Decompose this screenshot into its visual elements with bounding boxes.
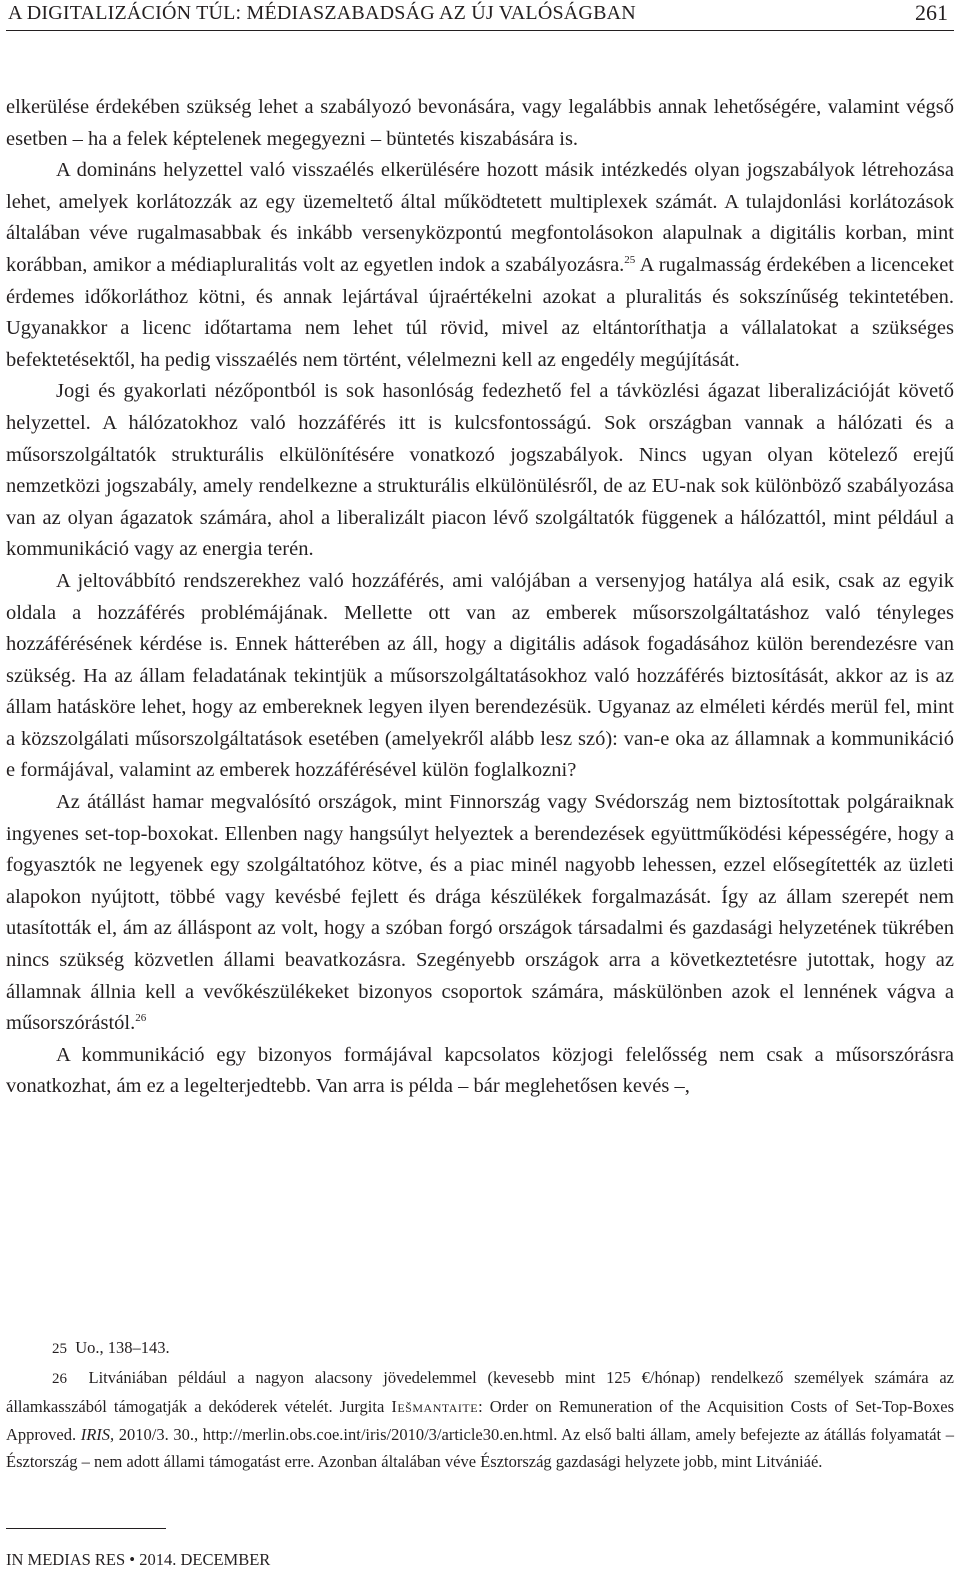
paragraph-4 <box>6 787 954 1040</box>
page-number: 261 <box>915 0 948 25</box>
running-footer: IN MEDIAS RES • 2014. DECEMBER <box>6 1550 271 1569</box>
footnote-25 <box>6 1334 954 1364</box>
footnote-26-text-b: : Order on Remuneration of the Acquisition Costs of Set-Top-Boxes Approved. <box>6 1397 955 1444</box>
body-text <box>6 92 954 1103</box>
footnote-26-text-a: Litvániában például a nagyon alacsony jövedelemmel (kevesebb mint 125 €/hónap) rendelkező személyek számára az államkasszából támogatják a dekóderek vételét. Jurgita <box>6 1367 955 1416</box>
paragraph-1b <box>6 155 954 376</box>
header-rule <box>6 30 954 31</box>
paragraph-4-text: Az átállást hamar megvalósító országok, mint Finnország vagy Svédország nem biztosítottak polgáraiknak ingyenes set-top-boxokat. Ellenben nagy hangsúlyt helyeztek a berendezések együttműködési képességére, hogy a fogyasztók ne legyenek egy szolgáltatóhoz kötve, és a piac minél nagyobb lehessen, ezzel elősegítették az üzleti alapokon nyújtott, többé vagy kevésbé fejlett és drága készülékek forgalmazását. Így az állam szerepét nem utasították el, ám az álláspont az volt, hogy a szóban forgó országok társadalmi és gazdasági helyzetének tükrében nincs szükség közvetlen állami beavatkozásra. Szegényebb országok arra a következtetésre jutottak, hogy az államnak állnia kell a vevőkészülékeket bizonyos csoportok számára, máskülönben azok el lennének vágva a műsorszórástól. <box>6 791 954 1035</box>
paragraph-1a-text: elkerülése érdekében szükség lehet a szabályozó bevonására, vagy legalábbis annak lehetőségére, valamint végső esetben – ha a felek képtelenek megegyezni – büntetés kiszabására is. <box>6 96 954 150</box>
footnotes <box>6 1334 954 1476</box>
paragraph-5: A kommunikáció egy bizonyos formájával kapcsolatos közjogi felelősség nem csak a műsorszórásra vonatkozhat, ám ez a legelterjedtebb. Van arra is példa – bár meglehetősen kevés –, <box>6 1043 954 1098</box>
footnote-26-journal: IRIS, <box>80 1424 115 1444</box>
footnote-26-number: 26 <box>52 1370 67 1387</box>
footnote-26-text-c: 2010/3. 30., http://merlin.obs.coe.int/iris/2010/3/article30.en.html. Az első balti állam, amely befejezte az átállás folyamatát – Észtország – nem adott állami támogatást erre. Azonban általában véve Észtország gazdasági helyzete jobb, mint Litvániáé. <box>6 1424 955 1471</box>
footnote-26-author: Iešmantaite <box>391 1397 479 1416</box>
footnote-25-text: Uo., 138–143. <box>75 1338 170 1357</box>
paragraph-1a <box>6 92 954 155</box>
paragraph-2: Jogi és gyakorlati nézőpontból is sok hasonlóság fedezhető fel a távközlési ágazat liberalizációját követő helyzettel. A hálózatokhoz való hozzáférés itt is kulcsfontosságú. Sok országban vannak a hálózati és a műsorszolgáltatók strukturális elkülönítésére vonatkozó jogszabályok. Nincs ugyan olyan kötelező erejű nemzetközi jogszabály, amely rendelkezne a strukturális elkülönülésről, de az EU-nak sok különböző szabályozása van az olyan ágazatok számára, ahol a liberalizált piacon lévő szolgáltatók függenek a hálózattól, mint például a kommunikáció vagy az energia terén. <box>6 380 954 561</box>
running-header-title: A DIGITALIZÁCIÓN TÚL: MÉDIASZABADSÁG AZ ÚJ VALÓSÁGBAN <box>8 2 636 24</box>
footnote-ref-25[interactable]: 25 <box>624 253 636 266</box>
footnote-ref-26[interactable]: 26 <box>135 1012 147 1025</box>
footnote-26 <box>6 1364 954 1476</box>
paragraph-3: A jeltovábbító rendszerekhez való hozzáférés, ami valójában a versenyjog hatálya alá esik, csak az egyik oldala a hozzáférés problémájának. Mellette ott van az emberek műsorszolgáltatáshoz való tényleges hozzáférésének kérdése is. Ennek hátterében az áll, hogy a digitális adások fogadásához külön berendezésre van szükség. Ha az állam feladatának tekintjük a műsorszolgáltatásokhoz való hozzáférés biztosítását, akkor az is az állam hatásköre lehet, hogy az embereknek legyen ilyen berendezésük. Ugyanaz az elméleti kérdés merül fel, mint a közszolgálati műsorszolgáltatások esetében (amelyekről alább lesz szó): van-e oka az államnak a kommunikáció e formájával, valamint az emberek hozzáférésével külön foglalkozni? <box>6 569 954 782</box>
running-header <box>8 0 952 26</box>
footnote-25-number: 25 <box>52 1341 67 1357</box>
paragraph-1b-text: A domináns helyzettel való visszaélés elkerülésére hozott másik intézkedés olyan jogszabályok létrehozása lehet, amelyek korlátozzák az egy üzemeltető által működtetett multiplexek számát. A tulajdonlási korlátozások általában véve rugalmasabbak és inkább versenyközpontú megfontolásokon alapulnak a digitális korban, mint korábban, amikor a médiapluralitás volt az egyetlen indok a szabályozásra. <box>6 159 954 276</box>
footer-rule <box>6 1528 166 1529</box>
paragraph-1c-text: A rugalmasság érdekében a licenceket érdemes időkorláthoz kötni, és annak lejártával újraértékelni azokat a pluralitás és sokszínűség tekintetében. Ugyanakkor a licenc időtartama nem lehet túl rövid, mivel az eltántoríthatja a vállalatokat a szükséges befektetésektől, ha pedig visszaélés nem történt, vélelmezni kell az engedély megújítását. <box>6 253 954 371</box>
